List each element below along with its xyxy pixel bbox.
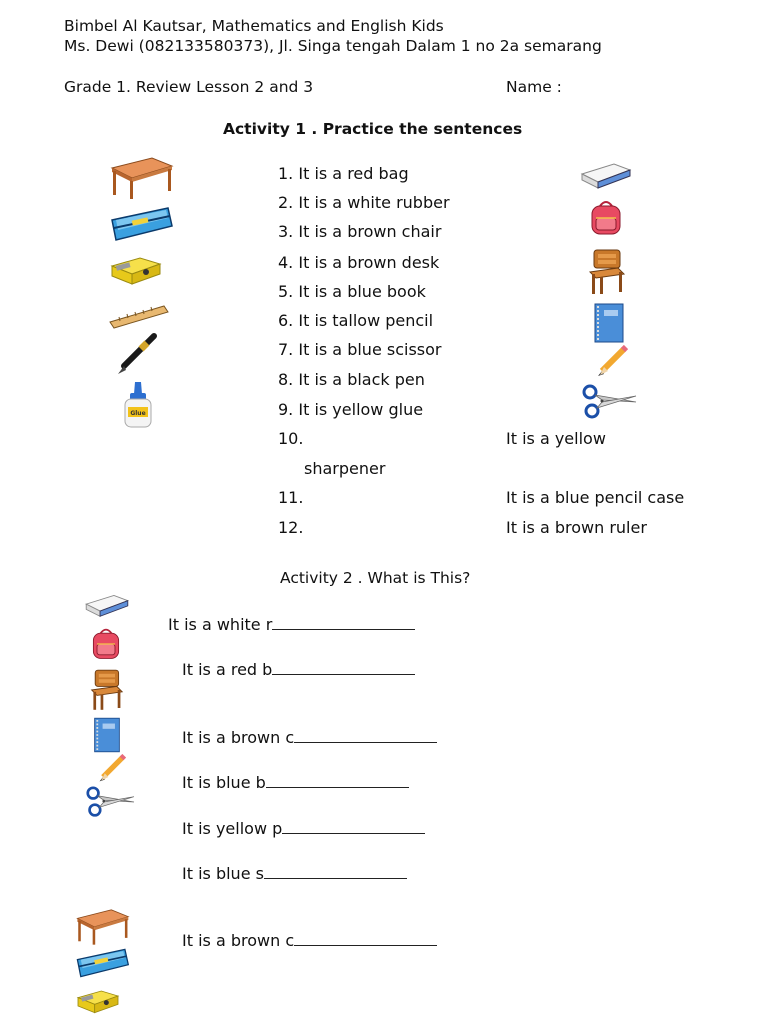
glue-icon: [120, 380, 156, 430]
sharpener-icon: [76, 986, 120, 1016]
list-item-text: It is a brown ruler: [506, 518, 647, 537]
desk-icon: [108, 154, 174, 200]
list-item: 3. It is a brown chair: [278, 222, 442, 241]
list-item-text: It is a yellow: [506, 429, 606, 448]
teacher-contact: Ms. Dewi (082133580373), Jl. Singa tengah Dalam 1 no 2a semarang: [64, 37, 602, 55]
sharpener-icon: [110, 252, 162, 288]
list-item-text: It is a blue pencil case: [506, 488, 685, 507]
name-label: Name :: [506, 78, 562, 96]
fill-in-item: It is a white r: [168, 615, 415, 633]
answer-blank[interactable]: [282, 819, 425, 834]
rubber-icon: [580, 160, 632, 190]
answer-blank[interactable]: [294, 728, 437, 743]
chair-icon: [88, 668, 124, 712]
list-item: 9. It is yellow glue: [278, 400, 424, 419]
fill-in-item: It is a red b: [182, 660, 415, 678]
answer-blank[interactable]: [264, 864, 407, 879]
glue-label: Glue: [130, 410, 146, 417]
bag-icon: [586, 198, 626, 238]
answer-blank[interactable]: [266, 773, 409, 788]
fill-in-item: It is a brown c: [182, 728, 437, 746]
pencil-case-icon: [74, 946, 130, 980]
list-item-num: 12.: [278, 518, 304, 537]
list-item: 6. It is tallow pencil: [278, 311, 434, 330]
list-item-text-cont: sharpener: [304, 459, 386, 478]
fill-in-item: It is yellow p: [182, 819, 425, 837]
desk-icon: [74, 906, 130, 946]
list-item: 1. It is a red bag: [278, 164, 409, 183]
list-item: 8. It is a black pen: [278, 370, 425, 389]
fill-in-item: It is blue b: [182, 773, 409, 791]
fill-in-item: It is blue s: [182, 864, 407, 882]
list-item-num: 11.: [278, 488, 304, 507]
ruler-icon: [108, 302, 170, 332]
scissors-icon: [580, 384, 638, 420]
pencil-icon: [96, 754, 126, 784]
list-item-num: 10.: [278, 429, 304, 448]
book-icon: [92, 716, 122, 754]
answer-blank[interactable]: [294, 931, 437, 946]
scissors-icon: [84, 786, 136, 818]
grade-title: Grade 1. Review Lesson 2 and 3: [64, 78, 314, 96]
activity2-title: Activity 2 . What is This?: [280, 569, 471, 587]
rubber-icon: [84, 592, 130, 618]
list-item: 5. It is a blue book: [278, 282, 426, 301]
list-item: 2. It is a white rubber: [278, 193, 450, 212]
list-item: 7. It is a blue scissor: [278, 340, 442, 359]
book-icon: [592, 302, 626, 344]
pen-icon: [114, 332, 160, 376]
bag-icon: [88, 626, 124, 662]
pencil-case-icon: [108, 204, 174, 244]
fill-in-item: It is a brown c: [182, 931, 437, 949]
activity1-title: Activity 1 . Practice the sentences: [223, 120, 523, 138]
answer-blank[interactable]: [272, 660, 415, 675]
chair-icon: [586, 248, 626, 296]
list-item: 4. It is a brown desk: [278, 253, 440, 272]
answer-blank[interactable]: [272, 615, 415, 630]
school-name: Bimbel Al Kautsar, Mathematics and English Kids: [64, 17, 444, 35]
pencil-icon: [594, 345, 628, 379]
